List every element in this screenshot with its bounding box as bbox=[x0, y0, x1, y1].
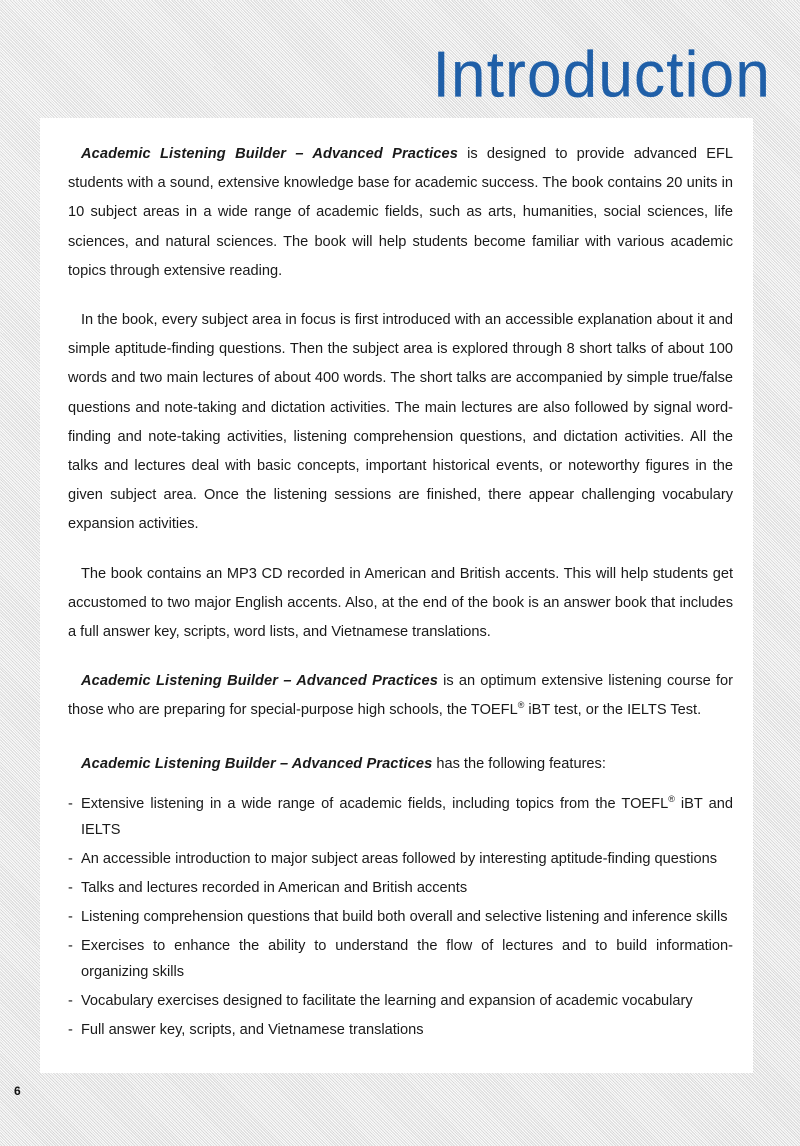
list-item-text-a: Vocabulary exercises designed to facilitate the learning and expansion of academic vocabulary bbox=[81, 992, 693, 1009]
list-item-text-a: Extensive listening in a wide range of academic fields, including topics from the TOEFL bbox=[81, 795, 669, 812]
paragraph-4 bbox=[68, 667, 733, 725]
content-panel bbox=[40, 118, 753, 1073]
list-item-text-a: Talks and lectures recorded in American and British accents bbox=[81, 879, 468, 896]
list-item bbox=[68, 875, 733, 901]
bullet-dash-icon: - bbox=[68, 850, 73, 867]
book-title-1: Academic Listening Builder – Advanced Practices bbox=[81, 146, 458, 162]
registered-mark-icon: ® bbox=[668, 794, 675, 804]
feature-list bbox=[68, 791, 733, 1043]
page-title: Introduction bbox=[432, 38, 771, 112]
bullet-dash-icon: - bbox=[68, 879, 73, 896]
bullet-dash-icon: - bbox=[68, 795, 73, 812]
list-item-text-a: Full answer key, scripts, and Vietnamese translations bbox=[81, 1021, 424, 1038]
list-item bbox=[68, 846, 733, 872]
paragraph-2: In the book, every subject area in focus is first introduced with an accessible explanation about it and simple aptitude-finding questions. Then the subject area is explored through 8 short talks of about 100 words and two main lectures of about 400 words. The short talks are accompanied by simple true/false questions and note-taking and dictation activities. The main lectures are also followed by signal word-finding and note-taking activities, listening comprehension questions, and dictation activities. All the talks and lectures deal with basic concepts, important historical events, or noteworthy figures in the given subject area. Once the listening sessions are finished, there appear challenging vocabulary expansion activities. bbox=[68, 312, 733, 533]
paragraph-1 bbox=[68, 140, 733, 286]
list-item bbox=[68, 904, 733, 930]
list-item-text-a: An accessible introduction to major subject areas followed by interesting aptitude-finding questions bbox=[81, 850, 718, 867]
bullet-dash-icon: - bbox=[68, 937, 73, 954]
book-title-2: Academic Listening Builder – Advanced Practices bbox=[81, 673, 438, 690]
list-item-text-a: Listening comprehension questions that build both overall and selective listening and inference skills bbox=[81, 908, 728, 925]
features-heading-text: has the following features: bbox=[432, 755, 606, 772]
book-title-3: Academic Listening Builder – Advanced Practices bbox=[81, 755, 433, 772]
registered-mark-icon: ® bbox=[517, 700, 525, 711]
list-item bbox=[68, 988, 733, 1014]
paragraph-1-text: is designed to provide advanced EFL students with a sound, extensive knowledge base for academic success. The book contains 20 units in 10 subject areas in a wide range of academic fields, such as arts, humanities, social sciences, life sciences, and natural sciences. The book will help students become familiar with various academic topics through extensive reading. bbox=[68, 146, 733, 279]
content-body bbox=[68, 140, 733, 1046]
paragraph-4-text-a: is an optimum extensive listening course for those who are preparing for special-purpose high schools, the TOEFL bbox=[68, 673, 733, 719]
list-item bbox=[68, 1017, 733, 1043]
list-item bbox=[68, 933, 733, 985]
list-item-text-b: iBT and IELTS bbox=[81, 795, 733, 838]
list-item-text-a: Exercises to enhance the ability to understand the flow of lectures and to build information-organizing skills bbox=[81, 937, 733, 980]
bullet-dash-icon: - bbox=[68, 1021, 73, 1038]
bullet-dash-icon: - bbox=[68, 992, 73, 1009]
page-header bbox=[0, 38, 771, 112]
features-heading bbox=[68, 750, 733, 779]
bullet-dash-icon: - bbox=[68, 908, 73, 925]
page-number: 6 bbox=[14, 1084, 21, 1098]
paragraph-3: The book contains an MP3 CD recorded in American and British accents. This will help students get accustomed to two major English accents. Also, at the end of the book is an answer book that includes a full answer key, scripts, word lists, and Vietnamese translations. bbox=[68, 565, 733, 641]
list-item bbox=[68, 791, 733, 843]
paragraph-4-text-b: iBT test, or the IELTS Test. bbox=[524, 702, 702, 719]
